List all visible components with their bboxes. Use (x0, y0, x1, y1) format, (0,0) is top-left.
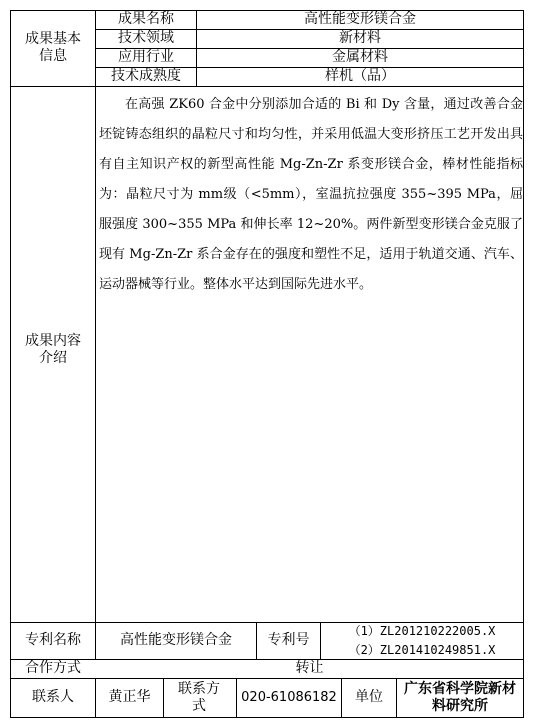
column-divider (95, 10, 96, 660)
achievement-name-label: 成果名称 (118, 11, 174, 27)
industry-value: 金属材料 (332, 49, 388, 65)
patent-number-label: 专利号 (267, 632, 310, 648)
contact-person-label: 联系人 (32, 689, 74, 705)
contact-method-label: 联系方式 (178, 680, 220, 714)
border-bottom (10, 717, 524, 718)
tech-field-label: 技术领域 (118, 30, 174, 46)
patent-number-2: （2）ZL201410249851.X (348, 642, 496, 657)
maturity-label: 技术成熟度 (111, 68, 181, 84)
unit-value: 广东省科学院新材料研究所 (404, 680, 516, 714)
column-divider (163, 678, 164, 718)
contact-phone-value: 020-61086182 (241, 690, 337, 705)
achievement-name-value: 高性能变形镁合金 (304, 11, 416, 27)
patent-name-value: 高性能变形镁合金 (120, 632, 232, 648)
cooperation-label: 合作方式 (25, 660, 81, 676)
content-description: 在高强 ZK60 合金中分别添加合适的 Bi 和 Dy 含量，通过改善合金坯锭铸态组织的晶粒尺寸和均匀性，并采用低温大变形挤压工艺开发出具有自主知识产权的新型高性能 Mg-Zn-Zr 系变形镁合金，棒材性能指标为：晶粒尺寸为 mm级（<5mm），室温抗拉强度 355~395 MPa，屈服强度 300~355 MPa 和伸长率 12~20%。两件新型变形镁合金克服了现有 Mg-Zn-Zr 系合金存在的强度和塑性不足，适用于轨道交通、汽车、运动器械等行业。整体水平达到国际先进水平。 (99, 97, 523, 292)
section-divider (10, 86, 524, 87)
border-right (523, 10, 524, 718)
patent-name-label: 专利名称 (25, 632, 81, 648)
industry-label: 应用行业 (118, 49, 174, 65)
content-section-label: 成果内容介绍 (25, 333, 81, 366)
patent-number-1: （1）ZL201210222005.X (348, 623, 496, 638)
basic-info-section-label: 成果基本信息 (25, 31, 81, 64)
tech-field-value: 新材料 (339, 30, 381, 46)
cooperation-value: 转让 (295, 660, 324, 676)
maturity-value: 样机（品） (325, 68, 395, 84)
contact-person-value: 黄正华 (108, 689, 151, 705)
unit-label: 单位 (355, 689, 383, 705)
column-divider (396, 678, 397, 718)
border-left (10, 10, 11, 718)
